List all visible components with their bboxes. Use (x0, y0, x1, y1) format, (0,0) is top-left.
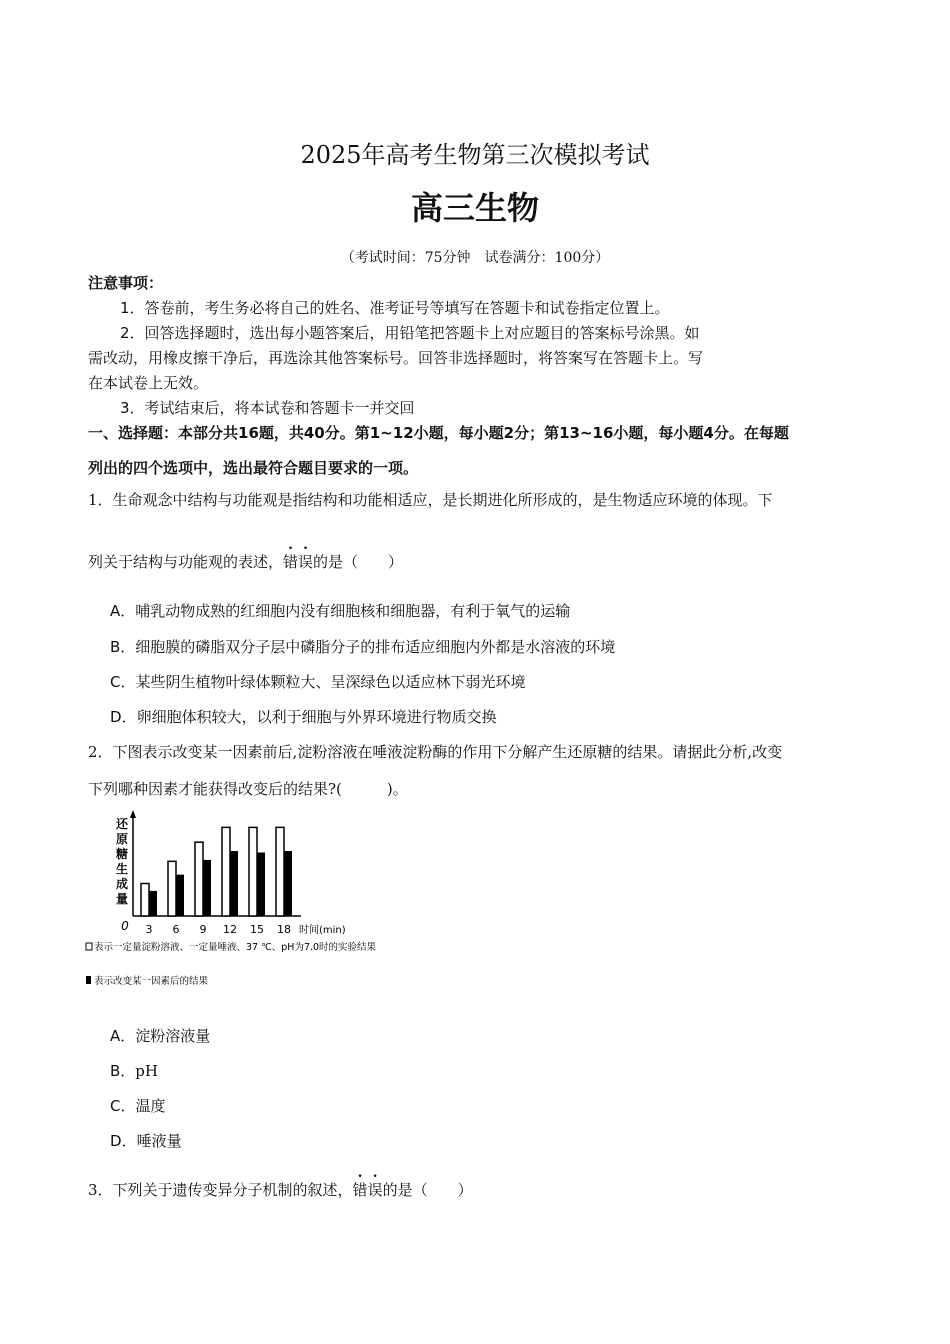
y-axis-label-char: 糖 (115, 847, 129, 861)
y-axis-label-char: 还 (115, 817, 129, 831)
option-label: C． (110, 673, 136, 691)
option-label: B． (110, 638, 136, 656)
reducing-sugar-bar-chart (85, 806, 405, 988)
bar-changed (230, 851, 238, 916)
question-2-option-d[interactable] (110, 1130, 182, 1151)
option-label: D． (110, 708, 137, 726)
legend-swatch-black (86, 976, 91, 984)
note-2-line-2: 需改动，用橡皮擦干净后，再选涂其他答案标号。回答非选择题时，将答案写在答题卡上。写 (88, 349, 704, 367)
x-axis-label: 时间(min) (299, 925, 346, 936)
question-1-stem: 列关于结构与功能观的表述， (88, 553, 284, 571)
option-text: 温度 (135, 1097, 166, 1115)
y-axis-label (115, 816, 129, 906)
section-1-instructions-line-2: 列出的四个选项中，选出最符合题目要求的一项。 (88, 459, 419, 477)
bar-changed (149, 891, 157, 916)
question-1-option-b[interactable] (110, 636, 615, 657)
option-label: D． (110, 1132, 137, 1150)
option-label: B． (110, 1062, 136, 1080)
option-label: A． (110, 602, 136, 620)
option-text: 淀粉溶液量 (135, 1027, 211, 1045)
question-2-line-1: 2．下图表示改变某一因素前后,淀粉溶液在唾液淀粉酶的作用下分解产生还原糖的结果。请据此分析,改变 (88, 743, 783, 761)
bar-control (276, 827, 284, 916)
note-3: 3．考试结束后，将本试卷和答题卡一并交回 (120, 399, 415, 417)
note-2-line-3: 在本试卷上无效。 (88, 374, 209, 392)
x-tick-label: 3 (145, 923, 153, 936)
exam-meta: （考试时间：75分钟 试卷满分：100分） (340, 250, 610, 266)
bar-changed (176, 875, 184, 916)
emphasis-char: 误 (367, 1181, 383, 1199)
note-2-line-1: 2．回答选择题时，选出每小题答案后，用铅笔把答题卡上对应题目的答案标号涂黑。如 (120, 324, 700, 342)
option-text: 唾液量 (136, 1132, 182, 1150)
option-label: A． (110, 1027, 136, 1045)
option-text: pH (135, 1062, 158, 1080)
bar-changed (284, 851, 292, 916)
bar-changed (203, 860, 211, 916)
x-tick-labels (146, 923, 292, 936)
origin-label: 0 (121, 919, 129, 933)
question-1-stem-end: 的是（ ） (313, 553, 404, 571)
bar-control (222, 827, 230, 916)
bars (141, 827, 292, 916)
notes-heading: 注意事项： (88, 274, 164, 292)
bar-control (195, 842, 203, 916)
x-tick-label: 9 (199, 923, 207, 936)
question-1-option-d[interactable] (110, 706, 497, 727)
y-axis-label-char: 原 (115, 832, 129, 846)
option-label: C． (110, 1097, 136, 1115)
option-text: 某些阴生植物叶绿体颗粒大、呈深绿色以适应林下弱光环境 (135, 673, 526, 691)
chart-svg (85, 806, 405, 988)
question-3-stem: 3．下列关于遗传变异分子机制的叙述， (88, 1181, 353, 1199)
subject-title: 高三生物 (410, 189, 539, 227)
option-text: 哺乳动物成熟的红细胞内没有细胞核和细胞器，有利于氧气的运输 (135, 602, 571, 620)
y-axis-arrow (130, 810, 136, 818)
y-axis-label-char: 成 (115, 877, 129, 891)
x-tick-label: 18 (277, 923, 291, 936)
y-axis-label-char: 量 (115, 892, 129, 906)
x-tick-label: 15 (250, 923, 264, 936)
y-axis-label-char: 生 (115, 862, 129, 876)
emphasis-char: 错 (283, 553, 299, 571)
bar-control (168, 861, 176, 916)
option-text: 细胞膜的磷脂双分子层中磷脂分子的排布适应细胞内外都是水溶液的环境 (135, 638, 616, 656)
legend-swatch-white (86, 943, 92, 950)
question-1-option-c[interactable] (110, 671, 526, 692)
exam-title: 2025年高考生物第三次模拟考试 (300, 141, 650, 169)
option-text: 卵细胞体积较大，以利于细胞与外界环境进行物质交换 (136, 708, 497, 726)
question-1-line-1: 1．生命观念中结构与功能观是指结构和功能相适应，是长期进化所形成的，是生物适应环境的体现。下 (88, 491, 773, 509)
emphasis-char: 错 (352, 1181, 368, 1199)
question-2-line-2: 下列哪种因素才能获得改变后的结果?( )。 (88, 780, 408, 798)
legend-entry-1: 表示一定量淀粉溶液、一定量唾液、37 ℃、pH为7.0时的实验结果 (94, 942, 377, 953)
question-1-line-2 (88, 551, 403, 572)
note-1: 1．答卷前，考生务必将自己的姓名、准考证号等填写在答题卡和试卷指定位置上。 (120, 299, 670, 317)
question-2-option-a[interactable] (110, 1025, 210, 1046)
question-1-option-a[interactable] (110, 600, 570, 621)
question-2-option-b[interactable] (110, 1060, 158, 1081)
legend-entry-2: 表示改变某一因素后的结果 (94, 976, 209, 987)
x-tick-label: 12 (223, 923, 237, 936)
bar-changed (257, 852, 265, 916)
emphasis-char: 误 (298, 553, 314, 571)
question-3-stem-end: 的是（ ） (382, 1181, 473, 1199)
section-1-instructions-line-1: 一、选择题：本部分共16题，共40分。第1~12小题，每小题2分；第13~16小题，每小题4分。在每题 (88, 424, 789, 442)
bar-control (249, 827, 257, 916)
question-2-option-c[interactable] (110, 1095, 166, 1116)
x-tick-label: 6 (172, 923, 180, 936)
question-3-line-1 (88, 1179, 473, 1200)
bar-control (141, 884, 149, 916)
